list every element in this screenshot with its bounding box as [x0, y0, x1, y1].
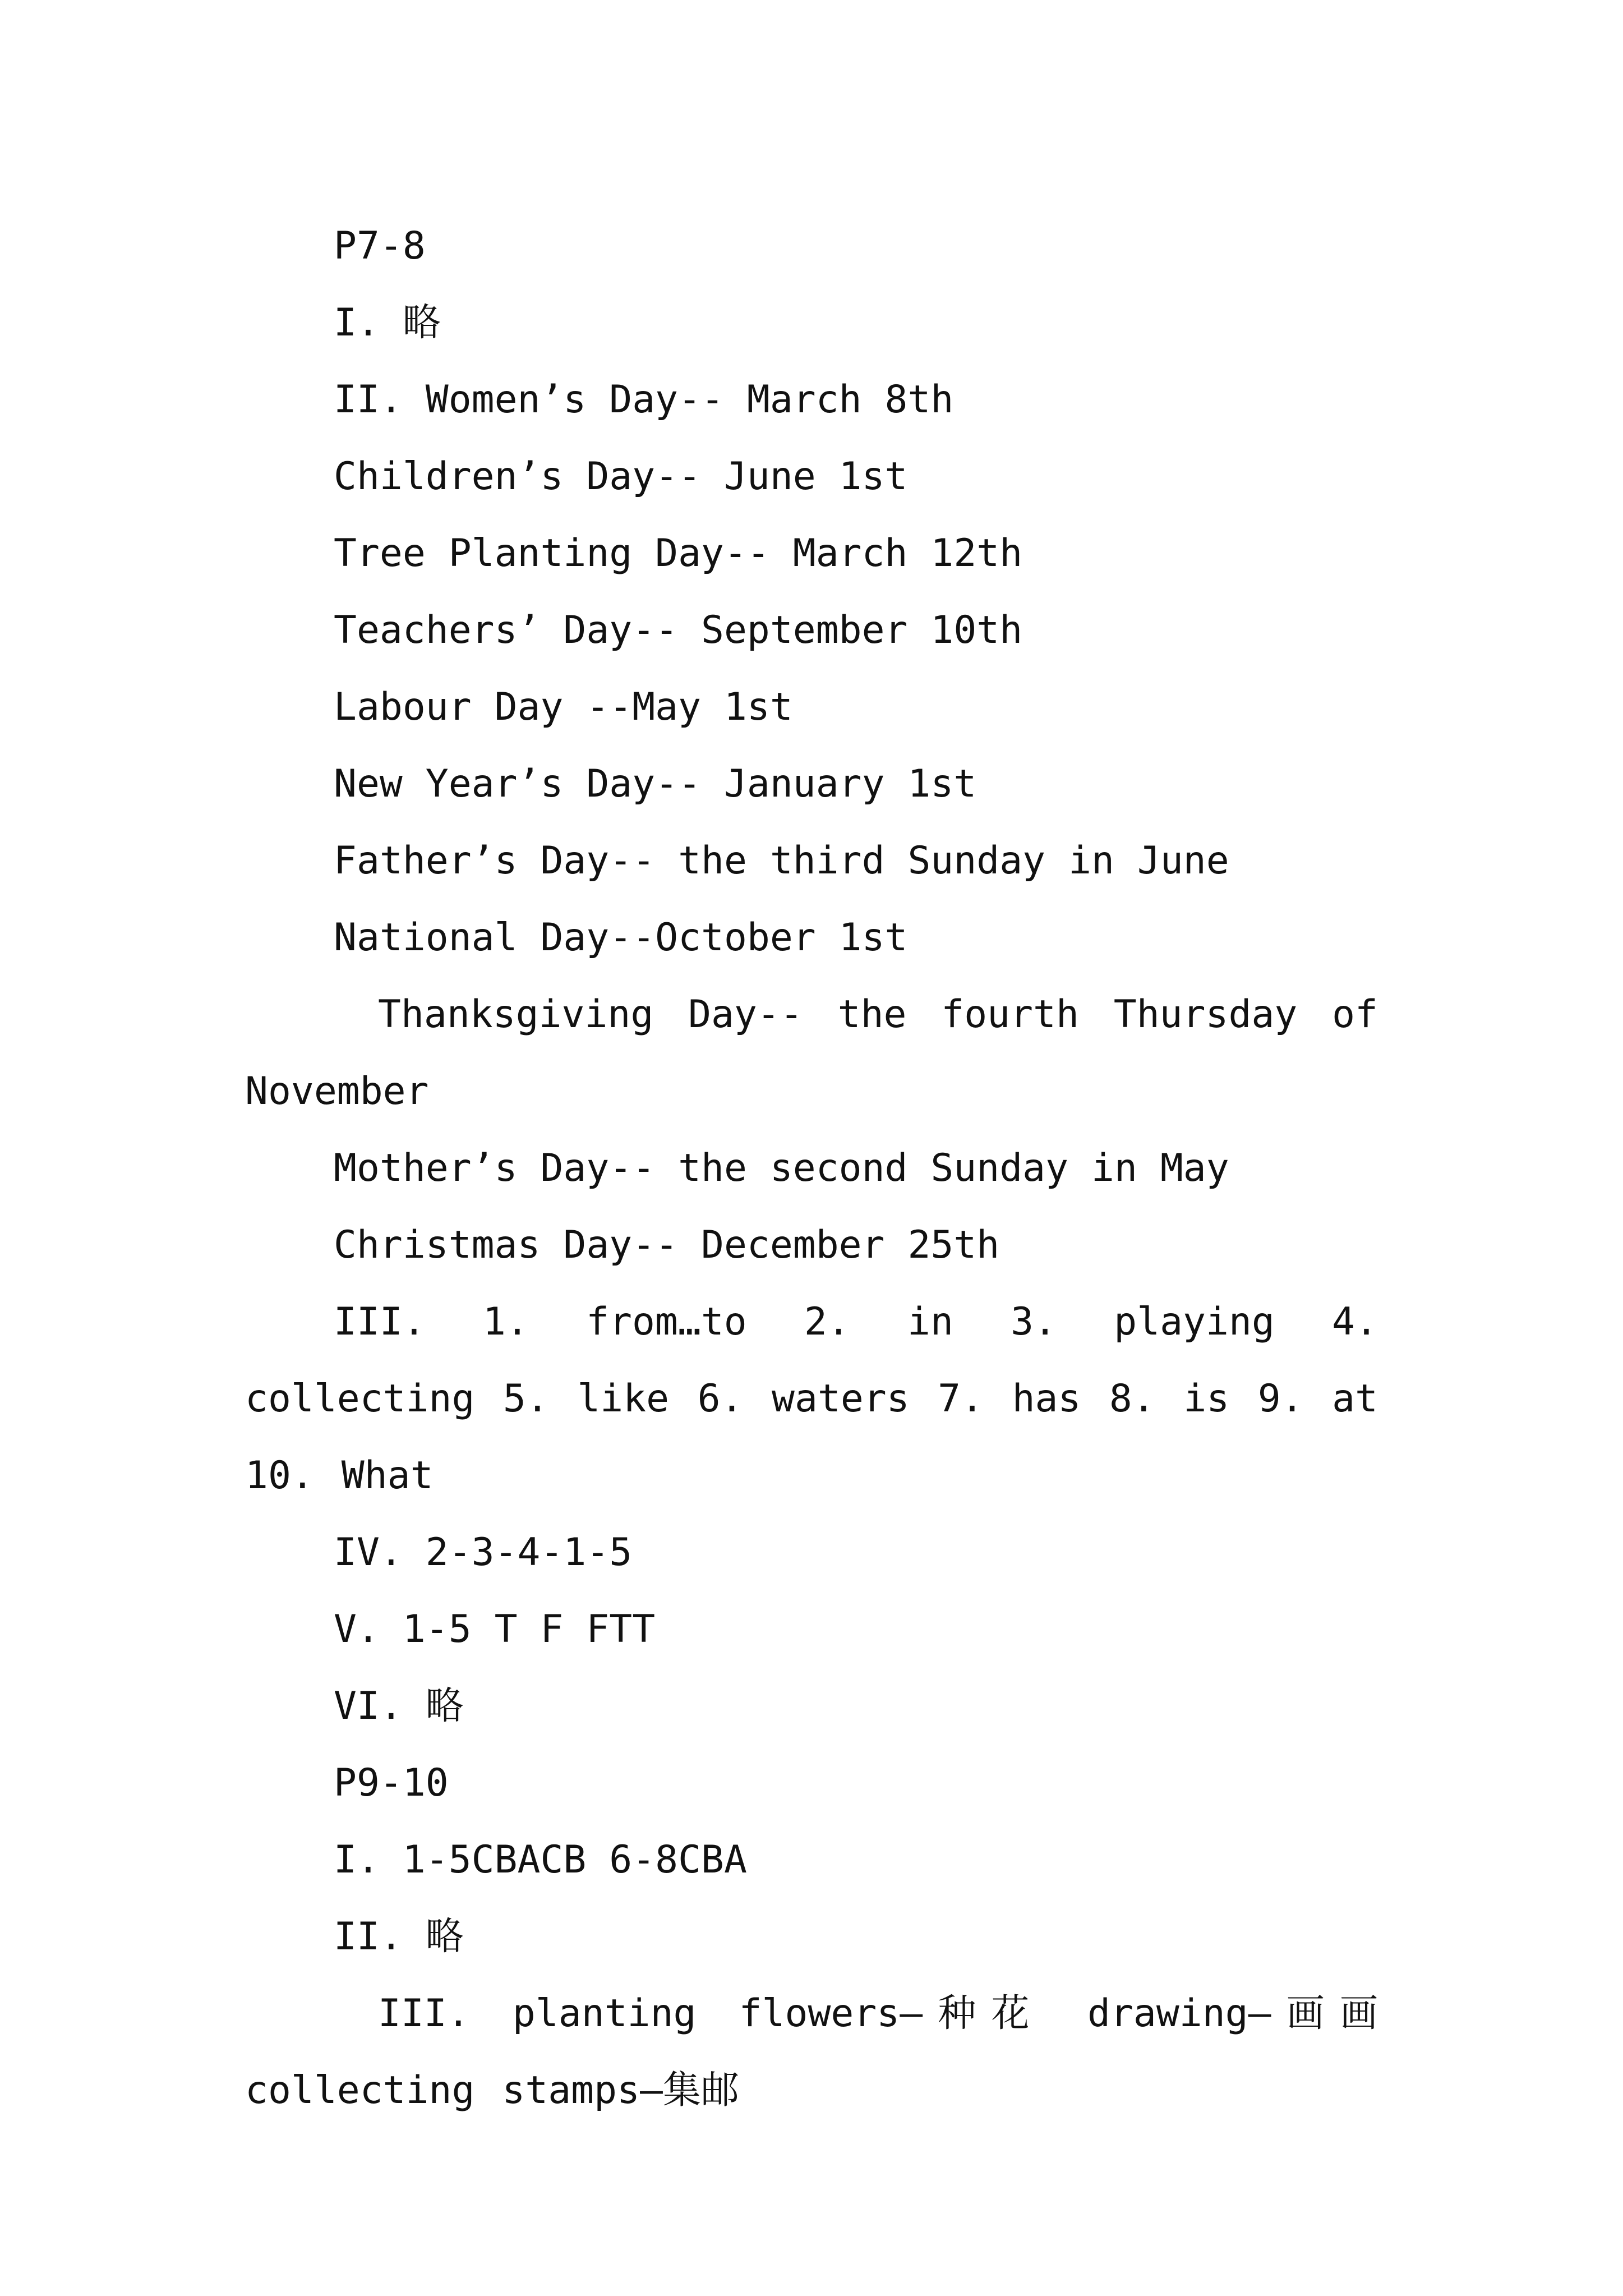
text-line: Teachers’ Day-- September 10th — [334, 608, 1023, 652]
text-line: VI. 略 — [334, 1684, 464, 1728]
text-line: Children’s Day-- June 1st — [334, 454, 908, 499]
text-line: Labour Day --May 1st — [334, 685, 793, 729]
text-line: Father’s Day-- the third Sunday in June — [334, 839, 1229, 883]
section-heading-p7-8: P7-8 — [334, 224, 426, 268]
text-line: V. 1-5 T F FTT — [334, 1607, 656, 1651]
text-line: I. 1-5CBACB 6-8CBA — [334, 1838, 747, 1882]
text-line: I. 略 — [334, 301, 441, 345]
text-paragraph: III. 1. from…to 2. in 3. playing 4. collecting 5. like 6. waters 7. has 8. is 9. at 10. What — [245, 1300, 1378, 1498]
text-paragraph: Thanksgiving Day-- the fourth Thursday of November — [245, 992, 1378, 1114]
text-line: Mother’s Day-- the second Sunday in May — [334, 1146, 1229, 1190]
text-line: National Day--October 1st — [334, 915, 908, 960]
answer-key-text — [245, 208, 1378, 2129]
text-paragraph: III. planting flowers—种花 drawing—画画 collecting stamps—集邮 — [245, 1991, 1378, 2113]
text-line: Tree Planting Day-- March 12th — [334, 531, 1023, 576]
text-line: IV. 2-3-4-1-5 — [334, 1530, 633, 1575]
text-line: II. Women’s Day-- March 8th — [334, 378, 954, 422]
text-line: II. 略 — [334, 1915, 464, 1959]
text-line: New Year’s Day-- January 1st — [334, 762, 977, 806]
text-line: Christmas Day-- December 25th — [334, 1223, 1000, 1267]
section-heading-p9-10: P9-10 — [334, 1761, 449, 1805]
